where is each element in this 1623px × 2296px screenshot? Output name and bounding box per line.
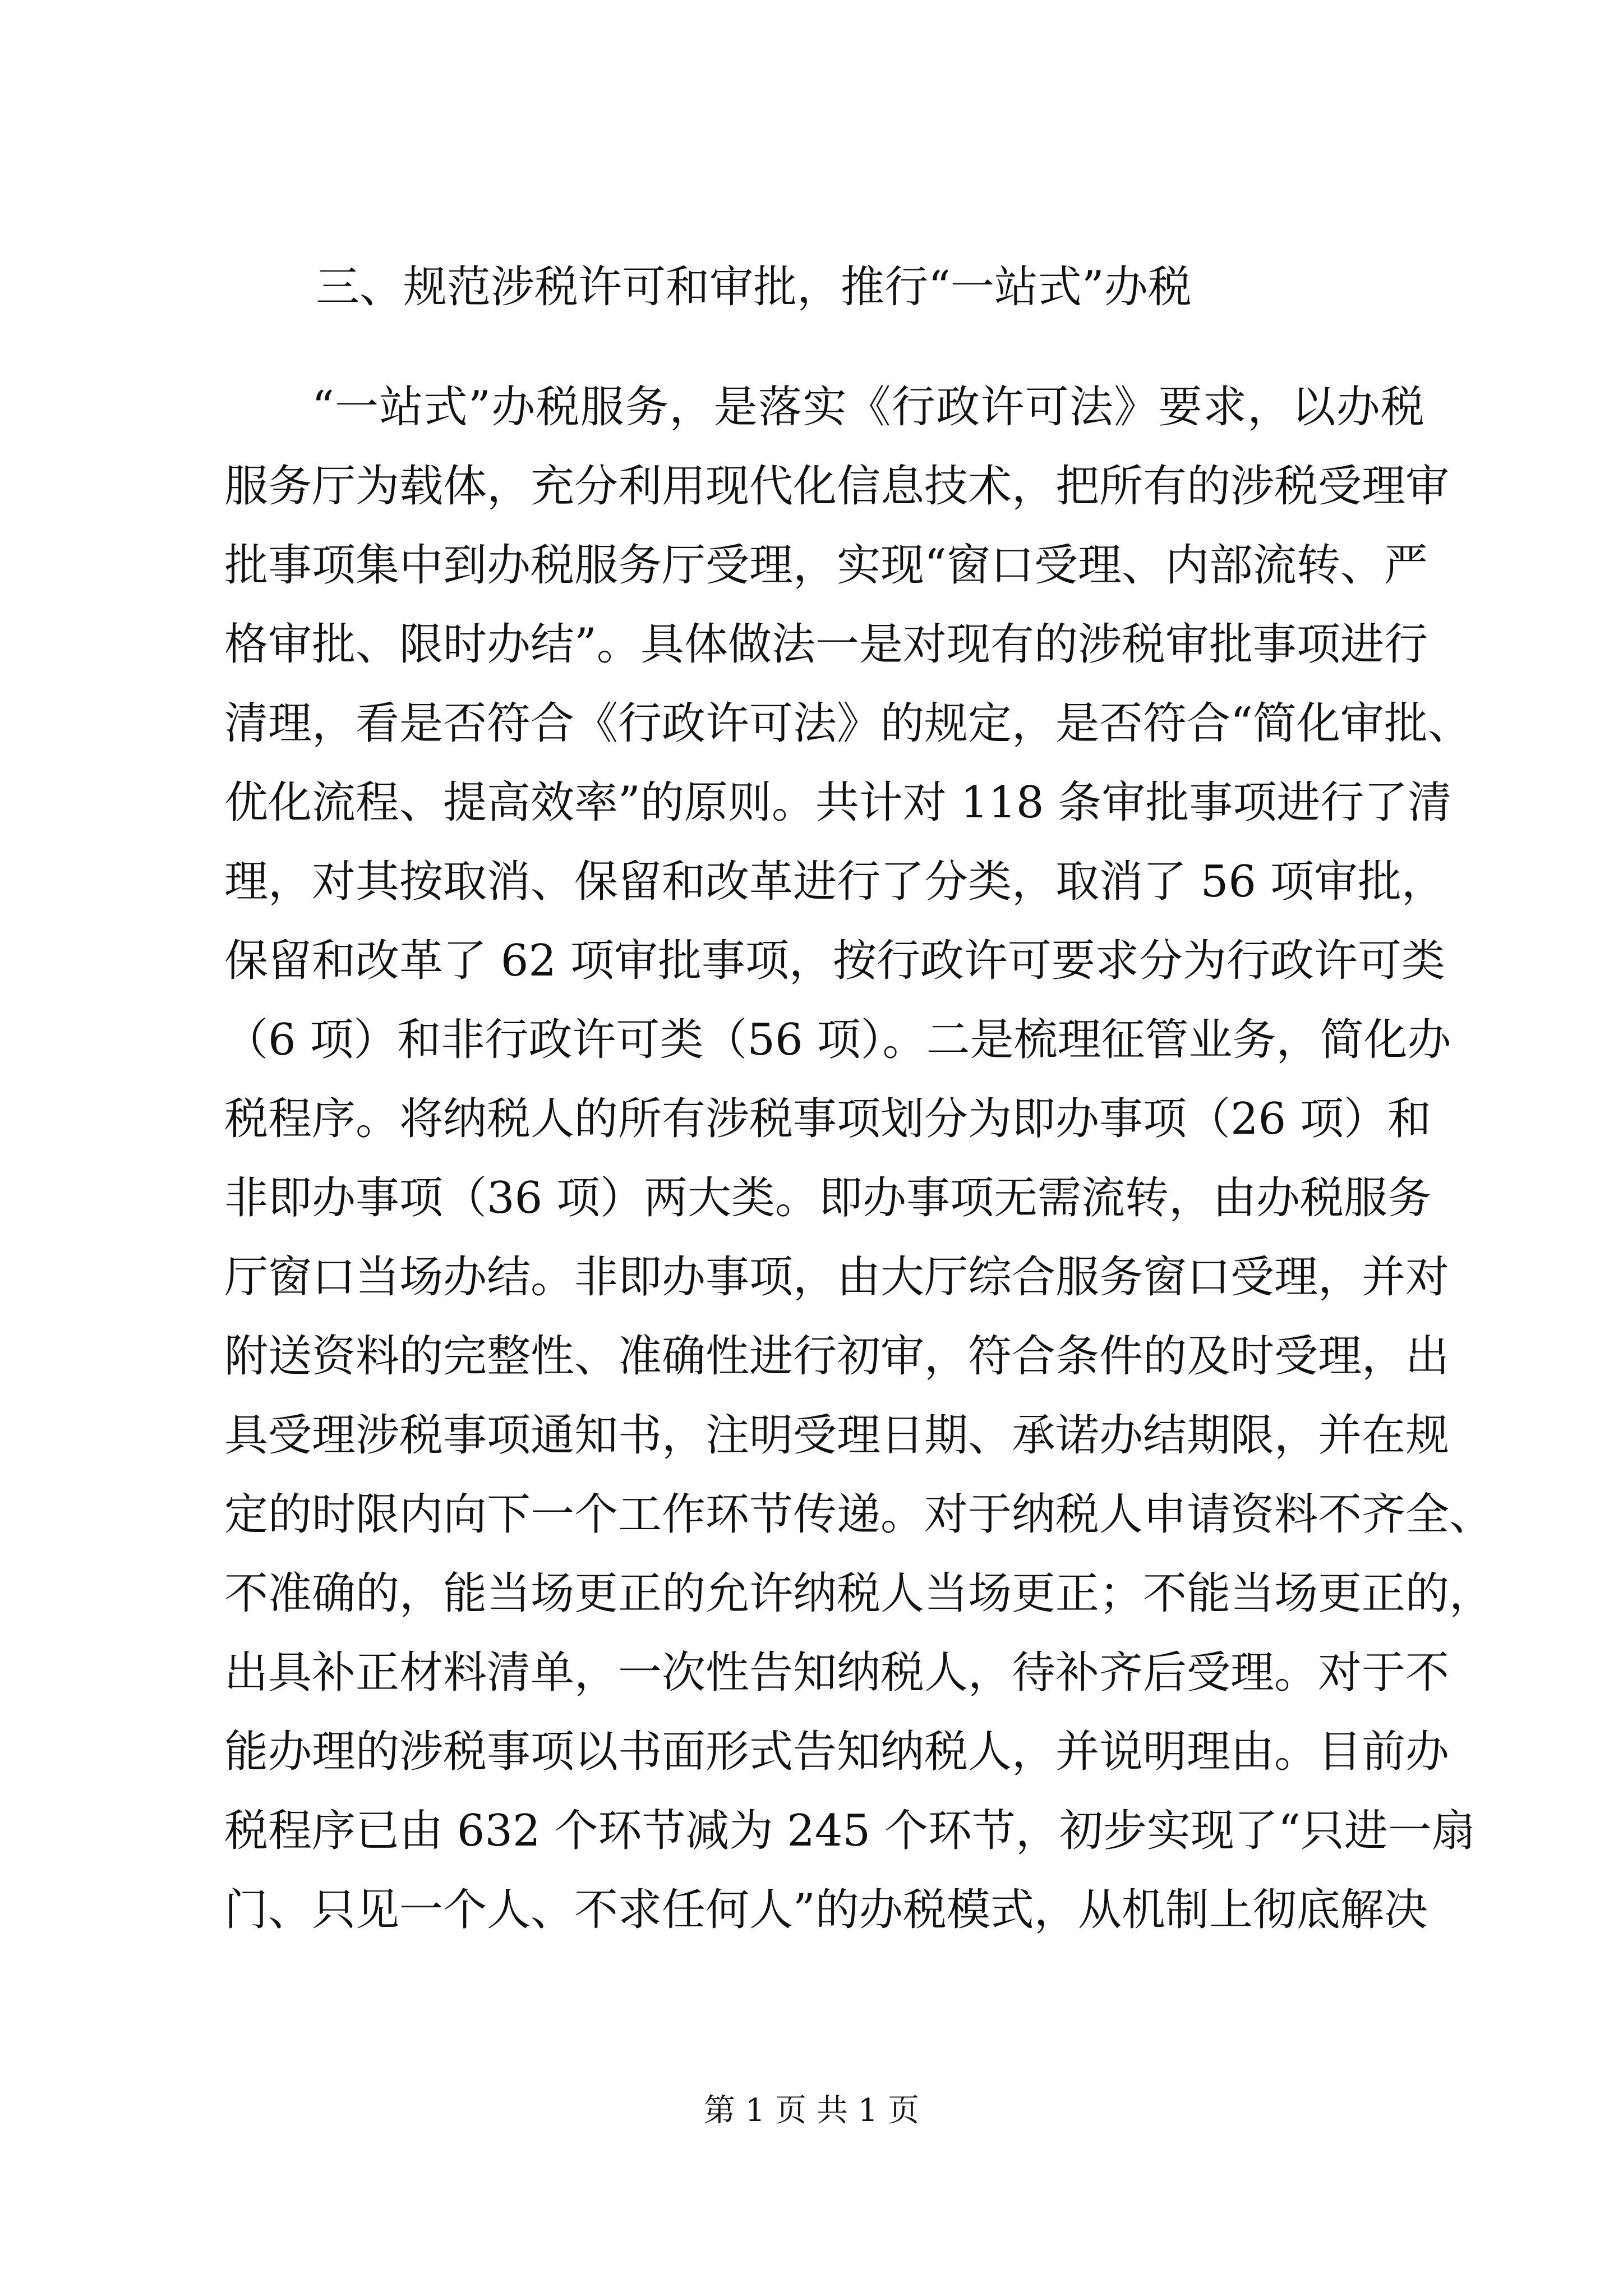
paragraph-line: 清理，看是否符合《行政许可法》的规定，是否符合“简化审批、 bbox=[224, 698, 1472, 749]
page-footer: 第 1 页 共 1 页 bbox=[703, 2092, 920, 2129]
paragraph-line: “一站式”办税服务，是落实《行政许可法》要求，以办税 bbox=[312, 382, 1424, 432]
paragraph-line: 批事项集中到办税服务厅受理，实现“窗口受理、内部流转、严 bbox=[224, 540, 1428, 591]
paragraph-line: 能办理的涉税事项以书面形式告知纳税人，并说明理由。目前办 bbox=[224, 1727, 1450, 1777]
paragraph-line: 具受理涉税事项通知书，注明受理日期、承诺办结期限，并在规 bbox=[224, 1410, 1450, 1461]
section-heading: 三、规范涉税许可和审批，推行“一站式”办税 bbox=[316, 262, 1192, 312]
paragraph-line: 出具补正材料清单，一次性告知纳税人，待补齐后受理。对于不 bbox=[224, 1648, 1450, 1698]
paragraph-line: 优化流程、提高效率”的原则。共计对 118 条审批事项进行了清 bbox=[224, 777, 1452, 828]
paragraph-line: 格审批、限时办结”。具体做法一是对现有的涉税审批事项进行 bbox=[224, 619, 1428, 670]
paragraph-line: 理，对其按取消、保留和改革进行了分类，取消了 56 项审批， bbox=[224, 857, 1445, 907]
paragraph-line: 门、只见一个人、不求任何人”的办税模式，从机制上彻底解决 bbox=[224, 1885, 1428, 1935]
paragraph-line: 定的时限内向下一个工作环节传递。对于纳税人申请资料不齐全、 bbox=[224, 1489, 1493, 1540]
paragraph-line: 附送资料的完整性、准确性进行初审，符合条件的及时受理，出 bbox=[224, 1331, 1450, 1382]
body-paragraph bbox=[224, 368, 1493, 1950]
paragraph-line: 厅窗口当场办结。非即办事项，由大厅综合服务窗口受理，并对 bbox=[224, 1252, 1450, 1303]
paragraph-line: 税程序。将纳税人的所有涉税事项划分为即办事项（26 项）和 bbox=[224, 1094, 1432, 1144]
paragraph-line: （6 项）和非行政许可类（56 项）。二是梳理征管业务，简化办 bbox=[224, 1015, 1451, 1065]
paragraph-line: 税程序已由 632 个环节减为 245 个环节，初步实现了“只进一扇 bbox=[224, 1806, 1476, 1856]
paragraph-line: 服务厅为载体，充分利用现代化信息技术，把所有的涉税受理审 bbox=[224, 461, 1450, 512]
paragraph-line: 不准确的，能当场更正的允许纳税人当场更正；不能当场更正的， bbox=[224, 1568, 1493, 1619]
paragraph-line: 非即办事项（36 项）两大类。即办事项无需流转，由办税服务 bbox=[224, 1173, 1432, 1223]
paragraph-line: 保留和改革了 62 项审批事项，按行政许可要求分为行政许可类 bbox=[224, 936, 1445, 986]
